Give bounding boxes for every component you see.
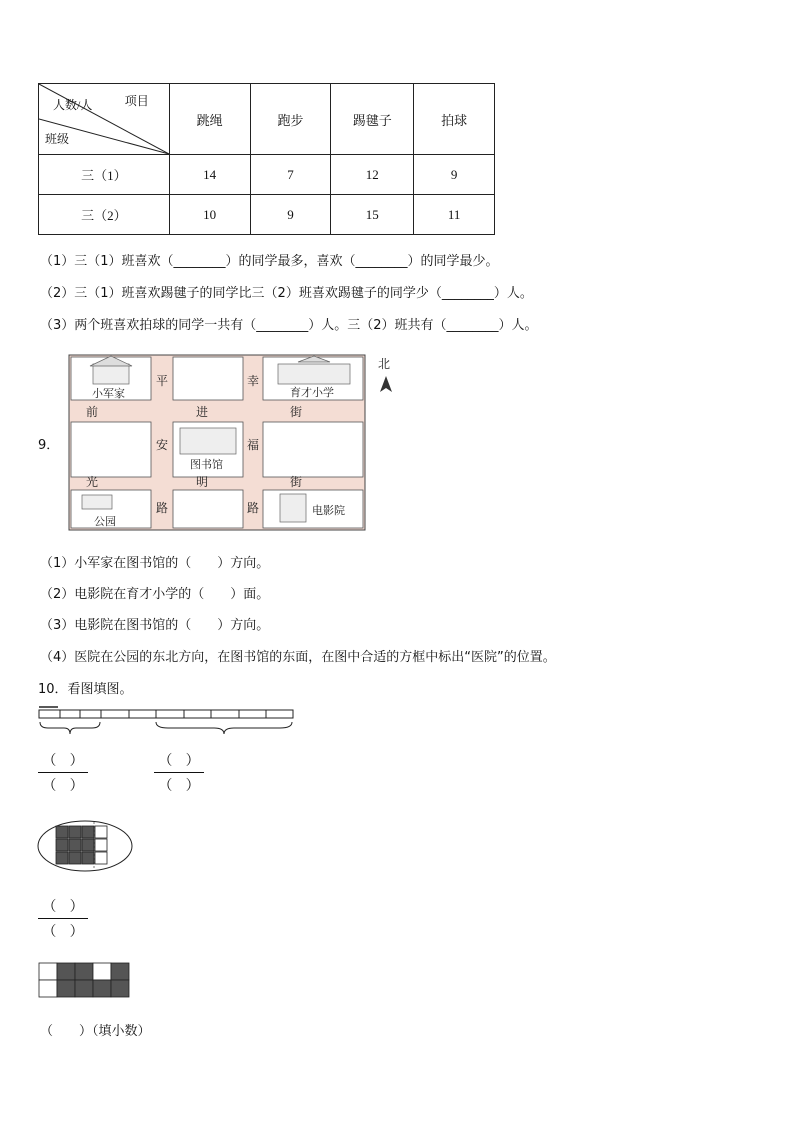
ellipse-grid-figure [36,818,136,874]
table-row [39,155,495,195]
brace-left [40,722,100,734]
header-count: 人数/人 [53,98,93,112]
home-building [93,364,129,384]
place-home: 小军家 [92,387,125,400]
decimal-grid-figure [38,962,134,1000]
street-ming: 明 [196,475,209,489]
col-header: 跳绳 [169,84,250,155]
town-map [68,352,398,534]
header-class: 班级 [45,132,70,146]
place-school: 育才小学 [290,386,334,399]
park-trees [82,495,112,509]
place-park: 公园 [94,515,116,528]
street-lu2: 路 [247,501,260,515]
q8-item2: （2）三（1）班喜欢踢毽子的同学比三（2）班喜欢踢毽子的同学少（________）人。 [40,286,533,301]
q10-title: 10．看图填图。 [38,682,133,697]
table-cell: 9 [250,195,331,235]
q8-item1: （1）三（1）班喜欢（________）的同学最多，喜欢（________）的同学最少。 [40,254,499,269]
q9-item4: （4）医院在公园的东北方向，在图书馆的东面，在图中合适的方框中标出“医院”的位置。 [40,650,556,665]
segment-bar [38,704,298,740]
street-jie1: 街 [290,405,303,419]
fraction-blank[interactable]: （ ） （ ） [38,896,88,941]
row-label: 三（2） [39,195,170,235]
street-jin: 进 [196,405,209,419]
q8-item3: （3）两个班喜欢拍球的同学一共有（________）人。三（2）班共有（________）人。 [40,318,538,333]
place-library: 图书馆 [190,458,223,471]
street-fu: 福 [247,438,260,452]
street-qian: 前 [86,405,99,419]
q9-number: 9． [38,438,60,453]
table-row [39,195,495,235]
street-an: 安 [156,438,169,452]
table-cell: 14 [169,155,250,195]
table-cell: 15 [331,195,414,235]
table-cell: 9 [414,155,495,195]
north-arrow-icon [380,376,392,392]
table-cell: 12 [331,155,414,195]
table-cell: 11 [414,195,495,235]
brace-right [156,722,292,734]
library-building [180,428,236,454]
col-header: 跑步 [250,84,331,155]
street-guang: 光 [86,475,99,489]
decimal-answer-blank[interactable]: （ ）（填小数） [40,1024,151,1039]
street-jie2: 街 [290,475,303,489]
table-cell: 7 [250,155,331,195]
cinema-building [280,494,306,522]
school-building [278,364,350,384]
fraction-blank[interactable]: （ ） （ ） [38,750,88,795]
col-header: 踢毽子 [331,84,414,155]
table-header-diagonal [39,84,170,155]
fraction-blank[interactable]: （ ） （ ） [154,750,204,795]
place-cinema: 电影院 [312,504,345,517]
street-lu1: 路 [156,501,169,515]
street-ping: 平 [156,374,169,388]
q9-item1: （1）小军家在图书馆的（ ）方向。 [40,556,270,571]
q9-item3: （3）电影院在图书馆的（ ）方向。 [40,618,270,633]
sports-table [38,83,495,235]
street-xing: 幸 [247,374,260,388]
row-label: 三（1） [39,155,170,195]
table-cell: 10 [169,195,250,235]
north-label: 北 [378,357,391,371]
header-item: 项目 [124,94,149,108]
q9-item2: （2）电影院在育才小学的（ ）面。 [40,587,270,602]
col-header: 拍球 [414,84,495,155]
